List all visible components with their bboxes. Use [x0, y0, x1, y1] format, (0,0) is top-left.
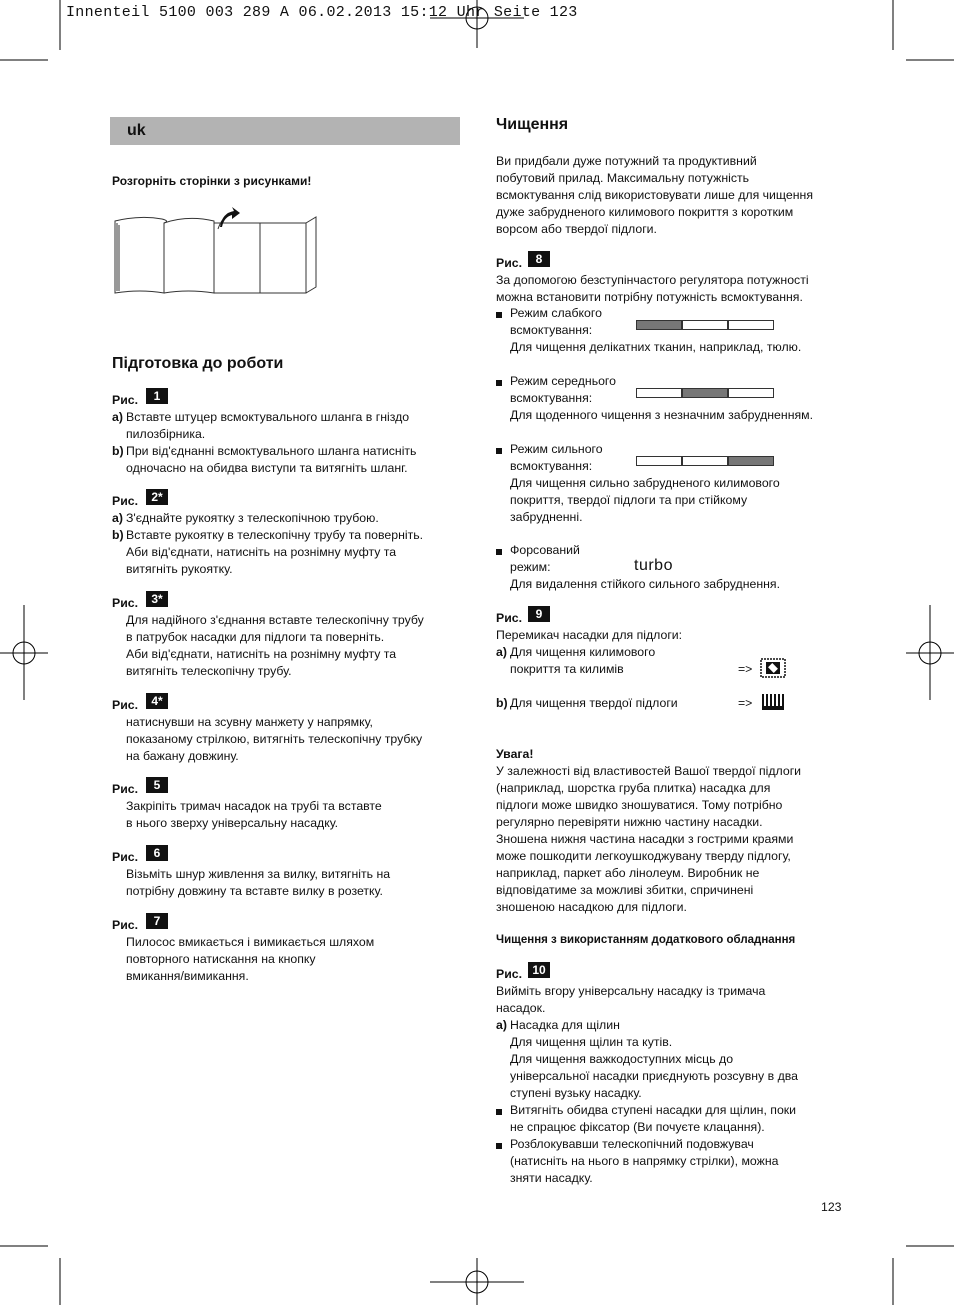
instruction-line: в нього зверху універсальну насадку.	[126, 816, 339, 830]
fig-label: Рис.	[112, 393, 139, 407]
item-letter: b)	[112, 444, 124, 458]
instruction-line: Закріпіть тримач насадок на трубі та вставте	[126, 799, 382, 813]
fig-number-badge: 5	[146, 777, 168, 793]
power-level-segment	[682, 320, 728, 330]
power-level-segment	[682, 388, 728, 398]
bullet-line: зняти насадку.	[510, 1171, 593, 1185]
fig-label: Рис.	[496, 967, 523, 981]
carpet-setting: Для чищення килимового	[510, 645, 656, 659]
arrow: =>	[738, 696, 753, 710]
fig10-line: насадок.	[496, 1001, 546, 1015]
bullet-line: не спрацює фіксатор (Ви почуєте клацання).	[510, 1120, 765, 1134]
hard-floor-setting: Для чищення твердої підлоги	[510, 696, 678, 710]
instruction-line: одночасно на обидва виступи та витягніть шланг.	[126, 461, 408, 475]
intro-line: побутовий прилад. Максимальну потужність	[496, 171, 750, 185]
mode-description: покриття, твердої підлоги та при стійкому	[510, 493, 748, 507]
bullet	[496, 448, 502, 454]
crevice-nozzle-line: універсальної насадки приєднують розсувну в два	[510, 1069, 798, 1083]
mode-name: всмоктування:	[510, 323, 593, 337]
warning-line: підлоги може швидко зношуватися. Тому потрібно	[496, 798, 783, 812]
fig-number-badge: 8	[528, 251, 550, 267]
instruction-line: витягніть телескопічну трубу.	[126, 664, 292, 678]
instruction-line: вмикання/вимикання.	[126, 969, 249, 983]
fig-number-badge: 1	[146, 388, 168, 404]
warning-line: (наприклад, шорстка груба плитка) насадка для	[496, 781, 771, 795]
mode-name: режим:	[510, 560, 551, 574]
instruction-line: витягніть рукоятку.	[126, 562, 233, 576]
mode-name: всмоктування:	[510, 391, 593, 405]
instruction-line: повторного натискання на кнопку	[126, 952, 316, 966]
fig-label: Рис.	[496, 611, 523, 625]
fig-number-badge: 9	[528, 606, 550, 622]
fig-number-badge: 10	[528, 962, 550, 978]
instruction-line: Аби від'єднати, натисніть на рознімну муфту та	[126, 545, 397, 559]
mode-description: Для видалення стійкого сильного забруднення.	[510, 577, 780, 591]
carpet-setting: покриття та килимів	[510, 662, 624, 676]
bullet	[496, 1109, 502, 1115]
fig-number-badge: 4*	[146, 693, 168, 709]
item-letter: a)	[496, 1018, 507, 1032]
instruction-line: Для надійного з'єднання вставте телескопічну трубу	[126, 613, 424, 627]
mode-name: Режим сильного	[510, 442, 603, 456]
item-letter: b)	[112, 528, 124, 542]
mode-description: забрудненні.	[510, 510, 583, 524]
fig-label: Рис.	[112, 918, 139, 932]
fig9-intro: Перемикач насадки для підлоги:	[496, 628, 683, 642]
intro-line: дуже забрудненого килимового покриття з коротким	[496, 205, 794, 219]
crevice-nozzle-line: ступені вузьку насадку.	[510, 1086, 642, 1100]
section-title-preparation: Підготовка до роботи	[112, 355, 284, 372]
fig-label: Рис.	[112, 698, 139, 712]
fig-label: Рис.	[112, 494, 139, 508]
bullet	[496, 380, 502, 386]
instruction-line: При від'єднанні всмоктувального шланга натисніть	[126, 444, 417, 458]
crevice-nozzle-title: Насадка для щілин	[510, 1018, 620, 1032]
mode-description: Для чищення делікатних тканин, наприклад, тюлю.	[510, 340, 802, 354]
power-level-segment	[728, 320, 774, 330]
mode-name: Режим слабкого	[510, 306, 602, 320]
bullet-line: Розблокувавши телескопічний подовжувач	[510, 1137, 754, 1151]
bullet	[496, 312, 502, 318]
power-level-segment	[636, 388, 682, 398]
instruction-line: Аби від'єднати, натисніть на рознімну муфту та	[126, 647, 397, 661]
warning-title: Увага!	[496, 747, 534, 761]
section-title-cleaning: Чищення	[496, 116, 569, 133]
bullet	[496, 549, 502, 555]
instruction-line: в патрубок насадки для підлоги та поверніть.	[126, 630, 385, 644]
instruction-line: на бажану довжину.	[126, 749, 239, 763]
accessory-section-title: Чищення з використанням додаткового обладнання	[496, 934, 796, 946]
warning-line: У залежності від властивостей Вашої твердої підлоги	[496, 764, 802, 778]
language-tag: uk	[127, 122, 146, 139]
item-letter: a)	[112, 410, 123, 424]
page-number: 123	[821, 1200, 842, 1214]
instruction-line: З'єднайте рукоятку з телескопічною трубою.	[126, 511, 379, 525]
bullet-line: Витягніть обидва ступені насадки для щілин, поки	[510, 1103, 797, 1117]
language-bar	[110, 117, 460, 145]
fig-label: Рис.	[496, 256, 523, 270]
instruction-line: натиснувши на зсувну манжету у напрямку,	[126, 715, 373, 729]
warning-line: регулярно перевіряти нижню частину насадки.	[496, 815, 763, 829]
fig10-line: Вийміть вгору універсальну насадку із тримача	[496, 984, 766, 998]
fig-number-badge: 6	[146, 845, 168, 861]
crevice-nozzle-line: Для чищення щілин та кутів.	[510, 1035, 673, 1049]
warning-line: може пошкодити легкоушкоджувану тверду підлогу,	[496, 849, 791, 863]
print-header: Innenteil 5100 003 289 A 06.02.2013 15:12 Uhr Seite 123	[66, 4, 578, 21]
instruction-line: потрібну довжину та вставте вилку в розетку.	[126, 884, 383, 898]
carpet-icon	[760, 658, 786, 678]
instruction-line: Вставте рукоятку в телескопічну трубу та поверніть.	[126, 528, 424, 542]
warning-line: Зношена нижня частина насадки з гострими краями	[496, 832, 794, 846]
turbo-mode-label: turbo	[634, 557, 673, 574]
instruction-line: Вставте штуцер всмоктувального шланга в гніздо	[126, 410, 410, 424]
unfold-pages-illustration	[110, 205, 320, 297]
intro-line: ворсом або твердої підлоги.	[496, 222, 657, 236]
arrow: =>	[738, 662, 753, 676]
mode-name: всмоктування:	[510, 459, 593, 473]
mode-name: Режим середнього	[510, 374, 616, 388]
power-level-segment	[728, 388, 774, 398]
fig-label: Рис.	[112, 596, 139, 610]
fig-number-badge: 7	[146, 913, 168, 929]
fig-number-badge: 2*	[146, 489, 168, 505]
power-level-segment	[728, 456, 774, 466]
warning-line: зношеною насадкою для підлоги.	[496, 900, 687, 914]
instruction-line: Візьміть шнур живлення за вилку, витягніть на	[126, 867, 391, 881]
intro-line: всмоктування слід використовувати лише для чищення	[496, 188, 813, 202]
power-level-segment	[636, 456, 682, 466]
instruction-line: пилозбірника.	[126, 427, 206, 441]
mode-description: Для щоденного чищення з незначним забрудненням.	[510, 408, 814, 422]
item-letter: a)	[112, 511, 123, 525]
fig-label: Рис.	[112, 850, 139, 864]
unfold-note: Розгорніть сторінки з рисунками!	[112, 174, 312, 188]
mode-description: Для чищення сильно забрудненого килимового	[510, 476, 780, 490]
warning-line: відповідатиме за можливі збитки, спричинені	[496, 883, 754, 897]
mode-name: Форсований	[510, 543, 580, 557]
bullet	[496, 1143, 502, 1149]
bullet-line: (натисніть на нього в напрямку стрілки), можна	[510, 1154, 779, 1168]
hard-floor-icon	[760, 692, 786, 712]
power-level-segment	[636, 320, 682, 330]
fig8-line: можна встановити потрібну потужність всмоктування.	[496, 290, 803, 304]
fig-label: Рис.	[112, 782, 139, 796]
item-letter: b)	[496, 696, 508, 710]
crevice-nozzle-line: Для чищення важкодоступних місць до	[510, 1052, 734, 1066]
fig8-line: За допомогою безступінчастого регулятора потужності	[496, 273, 809, 287]
item-letter: a)	[496, 645, 507, 659]
fig-number-badge: 3*	[146, 591, 168, 607]
instruction-line: показаному стрілкою, витягніть телескопічну трубку	[126, 732, 423, 746]
intro-line: Ви придбали дуже потужний та продуктивний	[496, 154, 757, 168]
power-level-segment	[682, 456, 728, 466]
instruction-line: Пилосос вмикається і вимикається шляхом	[126, 935, 375, 949]
warning-line: наприклад, паркет або лінолеум. Виробник не	[496, 866, 760, 880]
